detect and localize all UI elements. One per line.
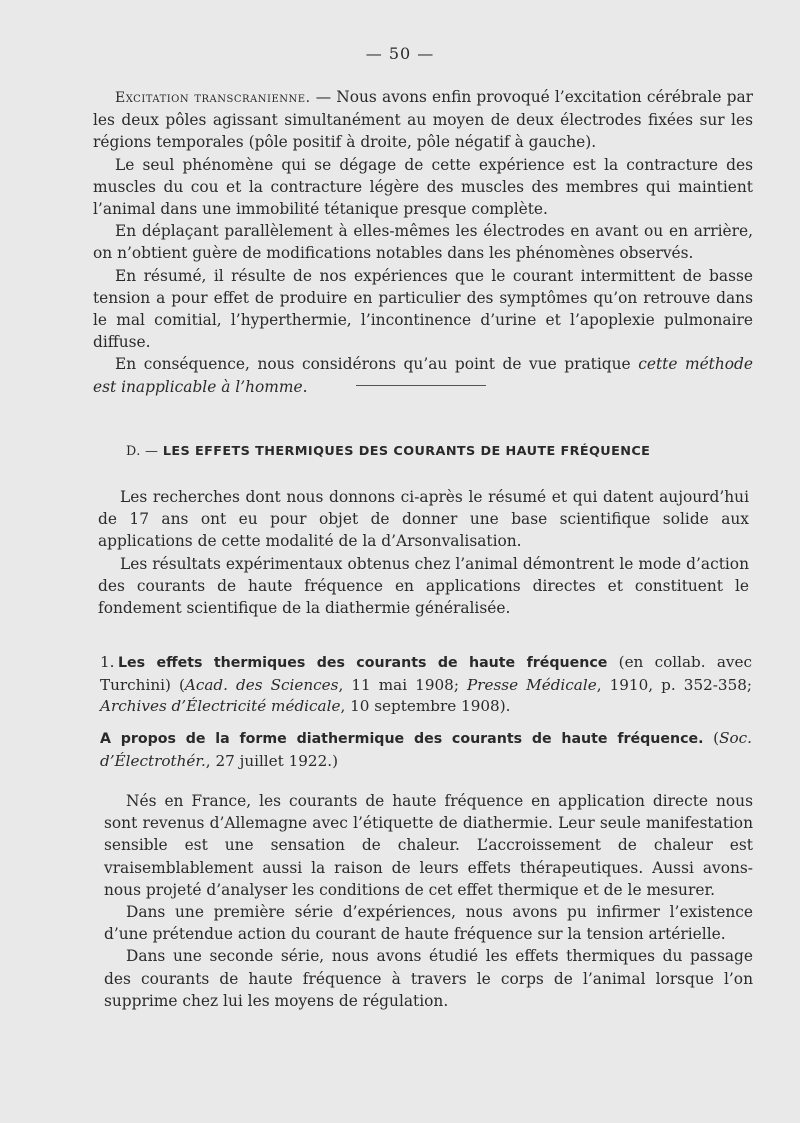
reference-number: 1. [100, 653, 115, 671]
page-number: — 50 — [365, 44, 435, 63]
reference-part: , 11 mai 1908; [338, 675, 468, 694]
reference-part: , 1910, p. 352-358; [596, 675, 753, 694]
paragraph-text: En conséquence, nous considérons qu’au point de vue pratique [115, 355, 639, 374]
emphasis: cette méthode est inapplicable à l’homme [93, 355, 753, 396]
reference-source: Acad. des Sciences [184, 675, 339, 694]
reference-part: , 27 juillet 1922.) [205, 751, 338, 770]
reference-part: , 10 septembre 1908). [340, 697, 511, 716]
paragraph [93, 86, 753, 154]
paragraph: Le seul phénomène qui se dégage de cette expérience est la contracture des muscles du cou et la contracture légère des muscles des membres qui maintient l’animal dans une immobilité tétanique presque complète. [93, 155, 753, 219]
section-label: D. — [126, 444, 163, 459]
reference-source: Presse Médicale [467, 675, 597, 694]
body-section [104, 790, 753, 1012]
reference-1 [100, 652, 752, 718]
reference-source: Soc. d’Électrothér. [100, 729, 752, 770]
paragraph: En déplaçant parallèlement à elles-mêmes les électrodes en avant ou en arrière, on n’obtient guère de modifications notables dans les phénomènes observés. [93, 222, 753, 263]
paragraph: En résumé, il résulte de nos expériences que le courant intermittent de basse tension a pour effet de produire en particulier des symptômes qu’on retrouve dans le mal comitial, l’hyperthermie, l’incontinence d’urine et l’apoplexie pulmonaire diffuse. [93, 266, 753, 352]
section-title: LES EFFETS THERMIQUES DES COURANTS DE HAUTE FRÉQUENCE [162, 444, 651, 459]
reference-2 [100, 728, 752, 772]
section-heading [126, 444, 746, 459]
paragraph [93, 353, 753, 397]
reference-text [100, 728, 752, 772]
separator-rule [356, 385, 486, 386]
reference-part: (en collab. avec Turchini) ( [100, 653, 752, 694]
reference-part: ( [703, 729, 720, 747]
intro-section [98, 486, 749, 619]
paragraph-text: . [302, 377, 308, 396]
paragraph: Les recherches dont nous donnons ci-après le résumé et qui datent aujourd’hui de 17 ans ont eu pour objet de donner une base scientifique solide aux applications de cette modalité de la d’Arsonvalisation. [98, 488, 749, 551]
reference-text [100, 652, 752, 718]
paragraph: Les résultats expérimentaux obtenus chez l’animal démontrent le mode d’action des courants de haute fréquence en applications directes et constituent le fondement scientifique de la diathermie généralisée. [98, 554, 749, 618]
reference-title: Les effets thermiques des courants de haute fréquence [118, 655, 608, 671]
paragraph-text: — Nous avons enfin provoqué l’excitation cérébrale par les deux pôles agissant simultanément au moyen de deux électrodes fixées sur les régions temporales (pôle positif à droite, pôle négatif à gauche). [93, 88, 753, 152]
run-in-heading: Excitation transcranienne. [115, 90, 311, 106]
reference-title: A propos de la forme diathermique des courants de haute fréquence. [100, 731, 704, 747]
paragraph: Nés en France, les courants de haute fréquence en application directe nous sont revenus d’Allemagne avec l’étiquette de diathermie. Leur seule manifestation sensible est une sensation de chaleur. L’accroissement de chaleur est vraisemblablement aussi la raison de leurs effets thérapeutiques. Aussi avons-nous projeté d’analyser les conditions de cet effet thermique et de le mesurer. [104, 792, 753, 899]
paragraph: Dans une première série d’expériences, nous avons pu infirmer l’existence d’une prétendue action du courant de haute fréquence sur la tension artérielle. [104, 903, 753, 944]
paragraph: Dans une seconde série, nous avons étudié les effets thermiques du passage des courants de haute fréquence à travers le corps de l’animal lorsque l’on supprime chez lui les moyens de régulation. [104, 947, 753, 1010]
excitation-section [93, 86, 753, 398]
reference-source: Archives d’Électricité médicale [100, 697, 341, 716]
